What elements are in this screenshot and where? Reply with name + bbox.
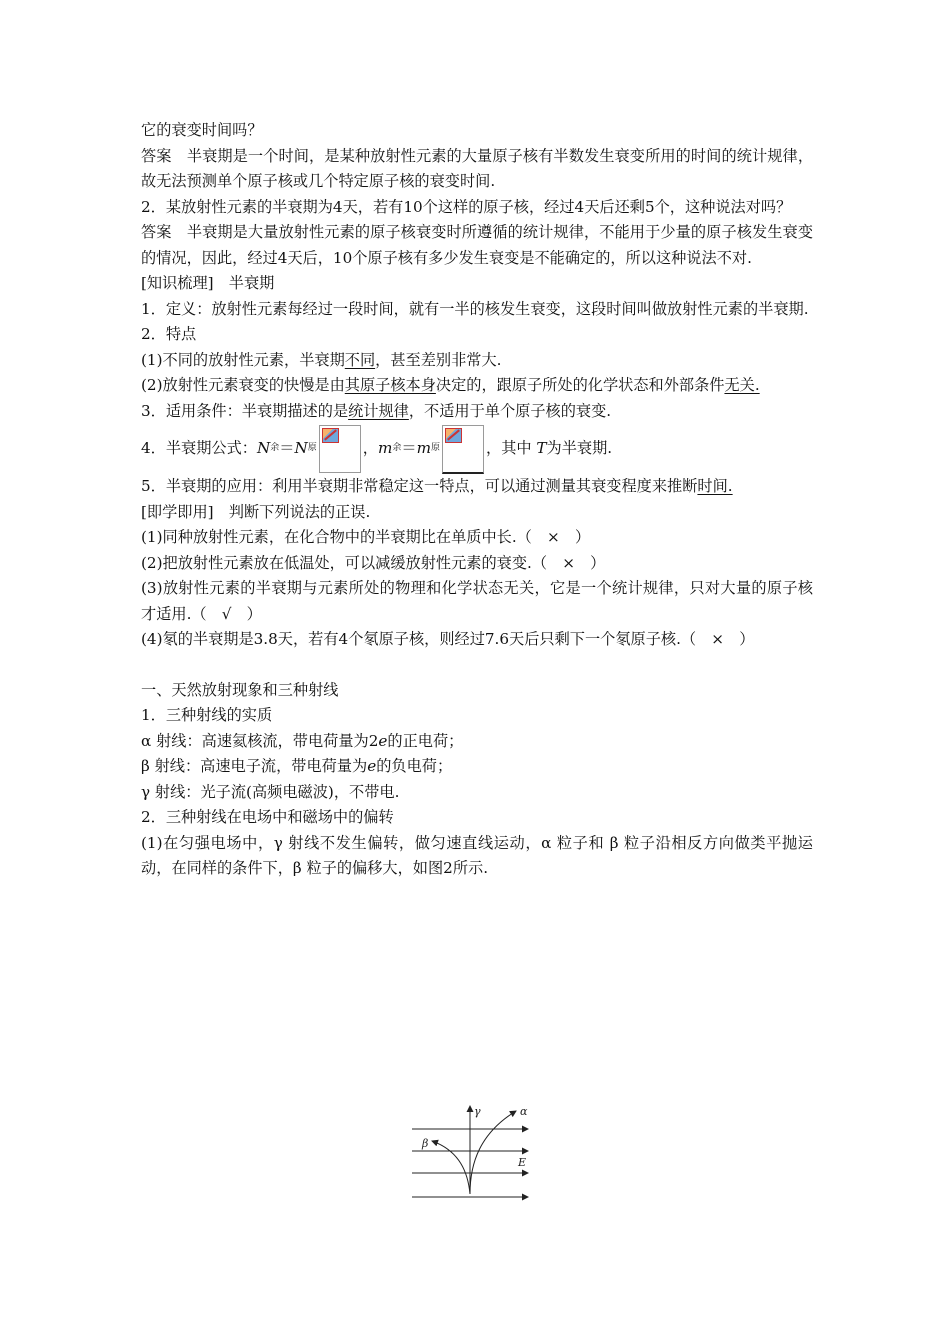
broken-image-icon (319, 425, 361, 473)
subheading: 1．三种射线的实质 (141, 706, 273, 724)
document-body (141, 118, 813, 882)
alpha-label: α (520, 1105, 528, 1118)
fill-blank-answer: 其原子核本身 (344, 376, 436, 394)
answer-paragraph: 答案 半衰期是一个时间，是某种放射性元素的大量原子核有半数发生衰变所用的时间的统计规律，故无法预测单个原子核或几个特定原子核的衰变时间. (141, 146, 813, 190)
alpha-ray-path (470, 1111, 516, 1194)
true-false-item: (4)氡的半衰期是3.8天，若有4个氡原子核，则经过7.6天后只剩下一个氡原子核.（ × ） (141, 630, 755, 648)
definition-paragraph: 1．定义：放射性元素每经过一段时间，就有一半的核发生衰变，这段时间叫做放射性元素的半衰期. (141, 299, 809, 318)
paragraph: 它的衰变时间吗？ (141, 121, 263, 139)
true-false-item: (3)放射性元素的半衰期与元素所处的物理和化学状态无关，它是一个统计规律，只对大量的原子核才适用.（ √ ） (141, 579, 813, 623)
broken-image-icon (442, 425, 484, 474)
beta-label: β (422, 1137, 429, 1150)
fill-blank-answer: 无关. (724, 376, 760, 394)
electric-field-deflection-figure (410, 1103, 542, 1211)
subheading: 2．三种射线在电场中和磁场中的偏转 (141, 808, 394, 826)
paragraph: (1)在匀强电场中，γ 射线不发生偏转，做匀速直线运动，α 粒子和 β 粒子沿相反方向做类平抛运动，在同样的条件下，β 粒子的偏移大，如图2所示. (141, 833, 813, 877)
field-label: E (518, 1156, 527, 1169)
paragraph: (2)放射性元素衰变的快慢是由其原子核本身决定的，跟原子所处的化学状态和外部条件无关. (141, 376, 760, 394)
fill-blank-answer: 时间. (697, 477, 733, 495)
answer-paragraph: 答案 半衰期是大量放射性元素的原子核衰变时所遵循的统计规律，不能用于少量的原子核发生衰变的情况，因此，经过4天后，10个原子核有多少发生衰变是不能确定的，所以这种说法不对. (141, 223, 813, 267)
question-paragraph: 2．某放射性元素的半衰期为4天，若有10个这样的原子核，经过4天后还剩5个，这种说法对吗？ (141, 197, 792, 216)
paragraph: β 射线：高速电子流，带电荷量为e的负电荷； (141, 757, 453, 775)
true-false-item: (2)把放射性元素放在低温处，可以减缓放射性元素的衰变.（ × ） (141, 553, 606, 572)
fill-blank-answer: 不同 (344, 350, 376, 369)
paragraph: γ 射线：光子流(高频电磁波)，不带电. (141, 782, 400, 801)
paragraph: 2．特点 (141, 325, 197, 343)
beta-ray-path (432, 1141, 470, 1194)
chapter-heading: 一、天然放射现象和三种射线 (141, 680, 339, 699)
paragraph: α 射线：高速氦核流，带电荷量为2e的正电荷； (141, 731, 464, 750)
fill-blank-answer: 统计规律 (348, 401, 409, 420)
gamma-label: γ (474, 1105, 481, 1118)
half-life-formula: 4．半衰期公式： N 余 ＝ N 原 ， m 余 ＝ m 原 ，其中 T 为半衰期. (141, 424, 813, 474)
paragraph: (1)不同的放射性元素，半衰期不同，甚至差别非常大. (141, 350, 502, 369)
paragraph: 5．半衰期的应用：利用半衰期非常稳定这一特点，可以通过测量其衰变程度来推断时间. (141, 477, 733, 495)
paragraph: 3．适用条件：半衰期描述的是统计规律，不适用于单个原子核的衰变. (141, 401, 612, 420)
section-heading: [知识梳理] 半衰期 (141, 274, 275, 292)
section-heading: [即学即用] 判断下列说法的正误. (141, 502, 371, 521)
true-false-item: (1)同种放射性元素，在化合物中的半衰期比在单质中长.（ × ） (141, 528, 591, 546)
